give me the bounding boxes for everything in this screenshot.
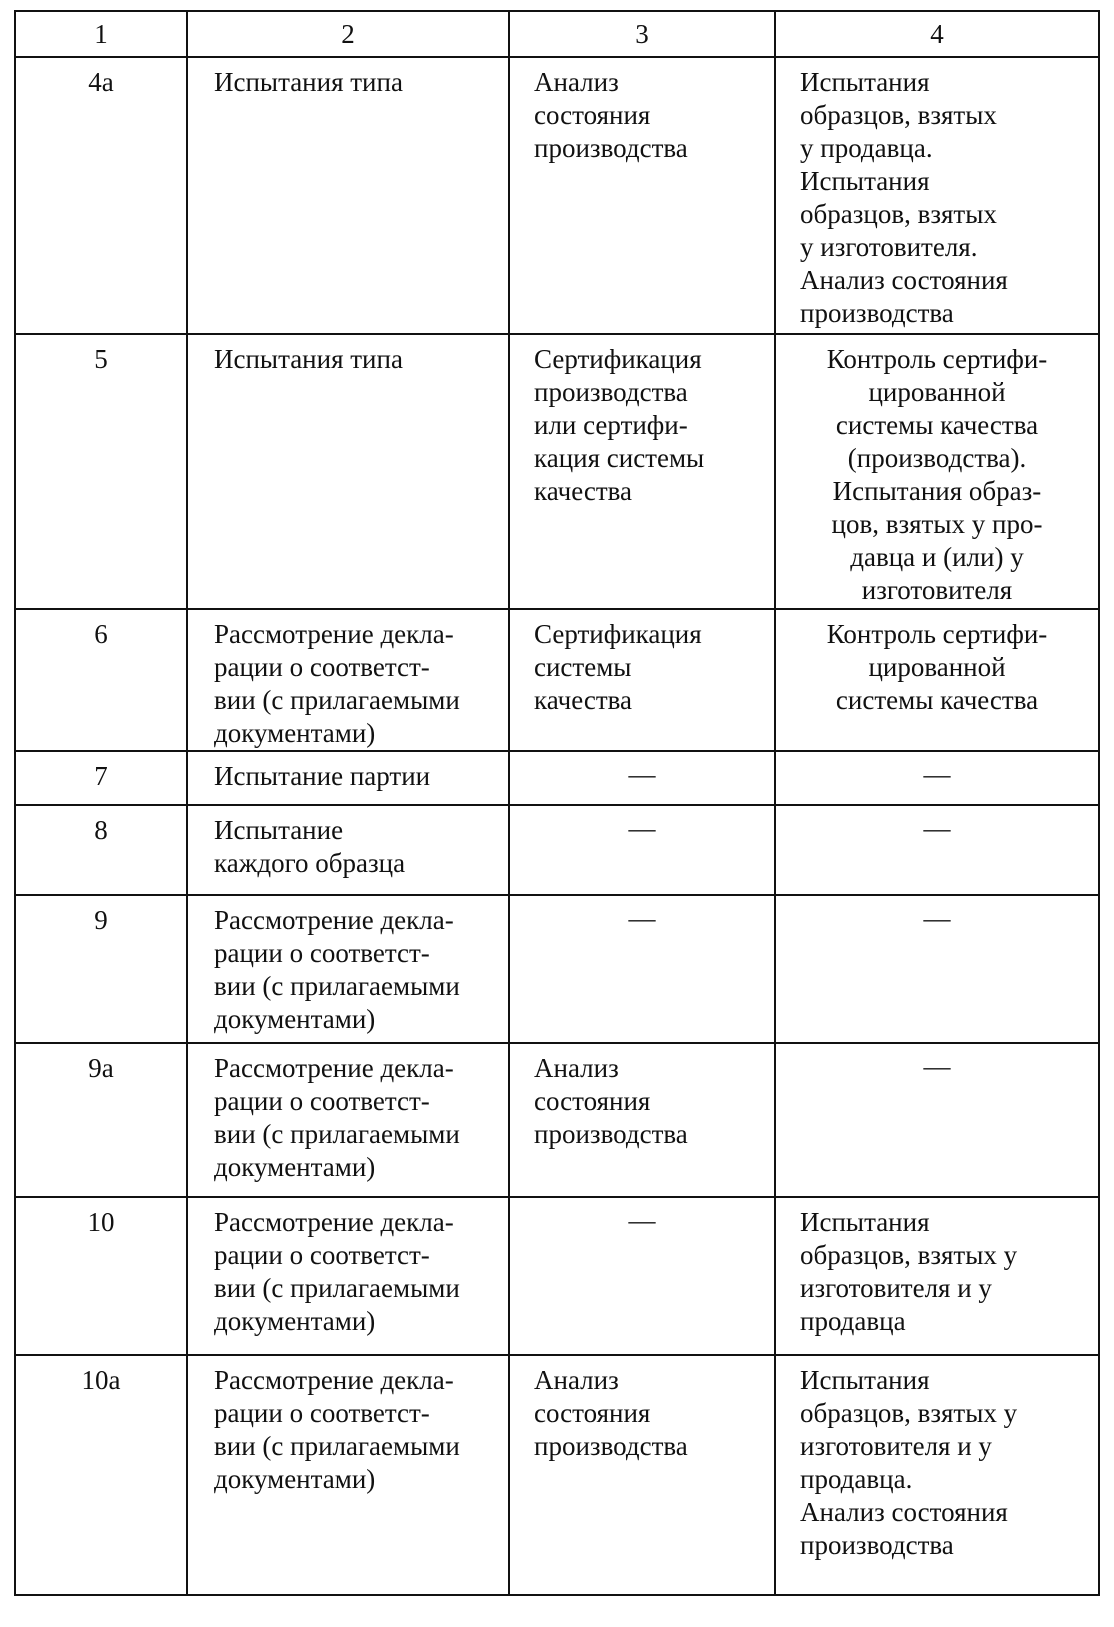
cell-line: Испытания bbox=[800, 1365, 930, 1395]
cell-line: продавца. bbox=[800, 1464, 913, 1494]
cell-line: Испытания типа bbox=[214, 344, 403, 374]
scheme-number: 4а bbox=[15, 57, 187, 334]
document-page bbox=[14, 10, 1098, 1596]
cell-line: у изготовителя. bbox=[800, 232, 978, 262]
col4-cell bbox=[775, 57, 1099, 334]
cell-line: вии (с прилагаемыми bbox=[214, 1431, 460, 1461]
cell-line: производства bbox=[534, 133, 688, 163]
cell-line: документами) bbox=[214, 1306, 376, 1336]
col4-dash-cell: — bbox=[775, 805, 1099, 895]
cell-line: цированной bbox=[868, 652, 1006, 682]
col4-cell bbox=[775, 1197, 1099, 1355]
cell-line: документами) bbox=[214, 1004, 376, 1034]
col3-dash-cell: — bbox=[509, 1197, 775, 1355]
scheme-number: 7 bbox=[15, 751, 187, 805]
cell-line: образцов, взятых bbox=[800, 199, 997, 229]
cell-line: состояния bbox=[534, 100, 651, 130]
scheme-number: 10 bbox=[15, 1197, 187, 1355]
col4-cell bbox=[775, 334, 1099, 609]
cell-line: изготовителя и у bbox=[800, 1273, 992, 1303]
cell-line: Испытание партии bbox=[214, 761, 431, 791]
cell-line: рации о соответст- bbox=[214, 1086, 430, 1116]
col2-cell bbox=[187, 895, 509, 1043]
table-row bbox=[15, 895, 1099, 1043]
table-body bbox=[15, 57, 1099, 1595]
cell-line: вии (с прилагаемыми bbox=[214, 1273, 460, 1303]
cell-line: качества bbox=[534, 685, 633, 715]
col3-cell bbox=[509, 1043, 775, 1197]
cell-line: документами) bbox=[214, 1152, 376, 1182]
cell-line: Анализ состояния bbox=[800, 265, 1008, 295]
cell-line: производства bbox=[800, 1530, 954, 1560]
scheme-number: 10а bbox=[15, 1355, 187, 1595]
scheme-number: 9 bbox=[15, 895, 187, 1043]
col3-dash-cell: — bbox=[509, 805, 775, 895]
table-row bbox=[15, 1355, 1099, 1595]
col2-cell bbox=[187, 57, 509, 334]
table-row bbox=[15, 751, 1099, 805]
cell-line: у продавца. bbox=[800, 133, 933, 163]
cell-line: вии (с прилагаемыми bbox=[214, 1119, 460, 1149]
col4-dash-cell: — bbox=[775, 895, 1099, 1043]
table-row bbox=[15, 805, 1099, 895]
scheme-number: 5 bbox=[15, 334, 187, 609]
table-row bbox=[15, 57, 1099, 334]
cell-line: рации о соответст- bbox=[214, 652, 430, 682]
col4-cell bbox=[775, 1355, 1099, 1595]
certification-schemes-table bbox=[14, 10, 1100, 1596]
cell-line: состояния bbox=[534, 1086, 651, 1116]
col2-cell bbox=[187, 751, 509, 805]
cell-line: Испытания bbox=[800, 166, 930, 196]
col2-cell bbox=[187, 609, 509, 751]
cell-line: образцов, взятых bbox=[800, 100, 997, 130]
cell-line: производства bbox=[534, 1119, 688, 1149]
cell-line: каждого образца bbox=[214, 848, 406, 878]
column-header-3: 3 bbox=[509, 11, 775, 57]
col4-cell bbox=[775, 609, 1099, 751]
col4-dash-cell: — bbox=[775, 1043, 1099, 1197]
col2-cell bbox=[187, 1043, 509, 1197]
cell-line: Испытания типа bbox=[214, 67, 403, 97]
col3-cell bbox=[509, 57, 775, 334]
cell-line: системы качества bbox=[835, 410, 1039, 440]
cell-line: образцов, взятых у bbox=[800, 1240, 1018, 1270]
cell-line: Испытания образ- bbox=[832, 476, 1042, 506]
cell-line: Испытания bbox=[800, 67, 930, 97]
col4-dash-cell: — bbox=[775, 751, 1099, 805]
table-row bbox=[15, 334, 1099, 609]
cell-line: Испытания bbox=[800, 1207, 930, 1237]
cell-line: производства bbox=[534, 377, 688, 407]
cell-line: Сертификация bbox=[534, 619, 702, 649]
cell-line: давца и (или) у bbox=[850, 542, 1024, 572]
cell-line: состояния bbox=[534, 1398, 651, 1428]
cell-line: кация системы bbox=[534, 443, 705, 473]
column-header-2: 2 bbox=[187, 11, 509, 57]
cell-line: образцов, взятых у bbox=[800, 1398, 1018, 1428]
cell-line: Рассмотрение декла- bbox=[214, 1207, 454, 1237]
cell-line: цов, взятых у про- bbox=[831, 509, 1043, 539]
col3-cell bbox=[509, 334, 775, 609]
cell-line: Рассмотрение декла- bbox=[214, 619, 454, 649]
cell-line: Сертификация bbox=[534, 344, 702, 374]
cell-line: системы качества bbox=[835, 685, 1039, 715]
cell-line: Контроль сертифи- bbox=[826, 344, 1048, 374]
col3-dash-cell: — bbox=[509, 751, 775, 805]
cell-line: или сертифи- bbox=[534, 410, 688, 440]
cell-line: рации о соответст- bbox=[214, 938, 430, 968]
cell-line: Анализ состояния bbox=[800, 1497, 1008, 1527]
cell-line: документами) bbox=[214, 718, 376, 748]
scheme-number: 6 bbox=[15, 609, 187, 751]
cell-line: качества bbox=[534, 476, 633, 506]
cell-line: рации о соответст- bbox=[214, 1240, 430, 1270]
column-header-1: 1 bbox=[15, 11, 187, 57]
col3-cell bbox=[509, 1355, 775, 1595]
cell-line: (производства). bbox=[847, 443, 1027, 473]
cell-line: Анализ bbox=[534, 67, 619, 97]
table-row bbox=[15, 1043, 1099, 1197]
cell-line: Контроль сертифи- bbox=[826, 619, 1048, 649]
cell-line: вии (с прилагаемыми bbox=[214, 685, 460, 715]
cell-line: продавца bbox=[800, 1306, 906, 1336]
cell-line: документами) bbox=[214, 1464, 376, 1494]
cell-line: Рассмотрение декла- bbox=[214, 1365, 454, 1395]
cell-line: изготовителя и у bbox=[800, 1431, 992, 1461]
cell-line: производства bbox=[534, 1431, 688, 1461]
scheme-number: 8 bbox=[15, 805, 187, 895]
cell-line: Рассмотрение декла- bbox=[214, 905, 454, 935]
col2-cell bbox=[187, 1197, 509, 1355]
col3-dash-cell: — bbox=[509, 895, 775, 1043]
table-row bbox=[15, 609, 1099, 751]
cell-line: Рассмотрение декла- bbox=[214, 1053, 454, 1083]
cell-line: цированной bbox=[868, 377, 1006, 407]
col2-cell bbox=[187, 334, 509, 609]
table-header-row bbox=[15, 11, 1099, 57]
col2-cell bbox=[187, 1355, 509, 1595]
cell-line: производства bbox=[800, 298, 954, 328]
cell-line: рации о соответст- bbox=[214, 1398, 430, 1428]
cell-line: системы bbox=[534, 652, 632, 682]
col2-cell bbox=[187, 805, 509, 895]
cell-line: изготовителя bbox=[861, 575, 1013, 605]
column-header-4: 4 bbox=[775, 11, 1099, 57]
cell-line: вии (с прилагаемыми bbox=[214, 971, 460, 1001]
col3-cell bbox=[509, 609, 775, 751]
scheme-number: 9а bbox=[15, 1043, 187, 1197]
cell-line: Испытание bbox=[214, 815, 344, 845]
cell-line: Анализ bbox=[534, 1053, 619, 1083]
cell-line: Анализ bbox=[534, 1365, 619, 1395]
table-row bbox=[15, 1197, 1099, 1355]
